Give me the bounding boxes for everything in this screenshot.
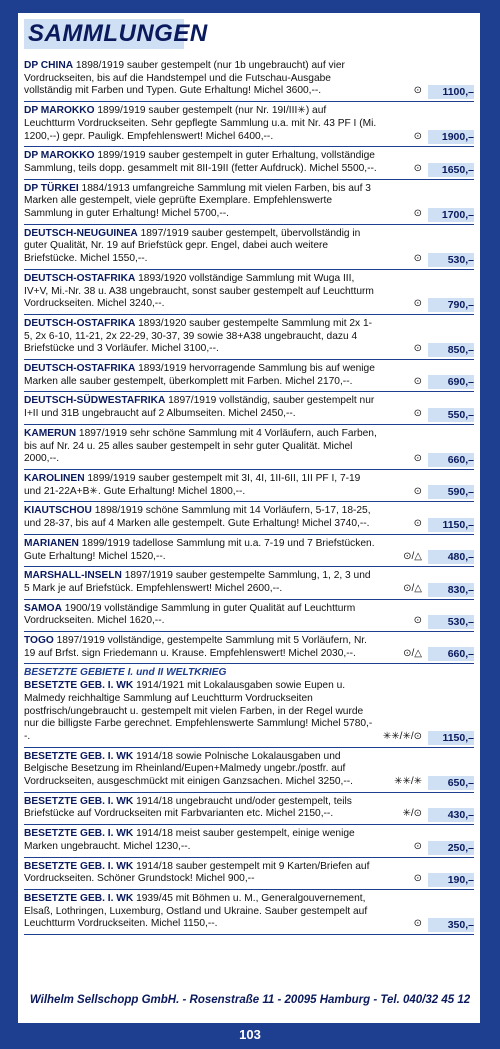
condition-symbol: ✳/⊙ [402, 808, 422, 820]
catalog-entry [24, 858, 474, 890]
entry-text: 1893/1920 sauber gestempelte Sammlung mit 2x 1-5, 2x 6-10, 11-21, 2x 22-29, 30-37, 39 sowie 38+A38 ungebraucht, dazu 4 Briefstücke und 3 Vorläufer. Michel 3100,--. [24, 317, 373, 355]
entry-name: BESETZTE GEB. I. WK [24, 795, 134, 807]
price-tag: 1700,– [428, 208, 474, 222]
entry-name: BESETZTE GEB. I. WK [24, 860, 134, 872]
entry-text: 1914/18 sauber gestempelt mit 9 Karten/Briefen auf Vordruckseiten. Schöner Grundstock! Michel 900,-- [24, 860, 370, 885]
price-tag: 190,– [428, 873, 474, 887]
catalog-entry [24, 425, 474, 470]
entry-description [24, 861, 378, 886]
section-heading: BESETZTE GEBIETE I. und II WELTKRIEG [24, 667, 227, 679]
page-number: 103 [239, 1027, 261, 1042]
entry-text: 1899/1919 sauber gestempelt (nur Nr. 19I/III✳) auf Leuchtturm Vordruckseiten. Sehr gepflegte Sammlung u.a. mit Nr. 43 PF I (Mi. 1200,--) gepr. Pauligk. Empfehlenswert! Michel 6400,--. [24, 105, 377, 142]
price-tag: 830,– [428, 583, 474, 597]
entry-description [24, 893, 378, 931]
entry-description [24, 828, 378, 853]
entry-description [24, 751, 378, 789]
entry-name: DP MAROKKO [24, 105, 95, 117]
price-tag: 1900,– [428, 130, 474, 144]
entry-text: 1898/1919 schöne Sammlung mit 14 Vorläufern, 5-17, 18-25, und 28-37, bis auf 4 Marken alle gestempelt. Gute Erhaltung! Michel 3740,--. [24, 505, 371, 530]
catalog-entry [24, 793, 474, 825]
condition-symbol: ✳✳/✳/⊙ [382, 730, 422, 742]
price-tag: 550,– [428, 408, 474, 422]
catalog-entry [24, 225, 474, 270]
entry-name: BESETZTE GEB. I. WK [24, 680, 134, 692]
entry-text: 1914/18 sowie Polnische Lokalausgaben und Belgische Besetzung im Rheinland/Eupen+Malmedy ungebr./postfr. auf Vordruckseiten, ausgeschmückt mit einigen Ganzsachen. Michel 3250,--. [24, 750, 353, 788]
entry-name: BESETZTE GEB. I. WK [24, 750, 134, 762]
condition-symbol: ⊙ [413, 615, 422, 627]
entry-description [24, 105, 378, 143]
price-tag: 850,– [428, 343, 474, 357]
condition-symbol: ⊙ [413, 453, 422, 465]
entry-text: 1939/45 mit Böhmen u. M., Generalgouvernement, Elsaß, Lothringen, Luxemburg, Ostland und Ukraine. Sauber gestempelt auf Leuchtturm Vordruckseiten. Michel 1150,--. [24, 892, 368, 930]
catalog-entry [24, 632, 474, 664]
header-box [24, 19, 208, 49]
price-tag: 430,– [428, 808, 474, 822]
entry-text: 1898/1919 sauber gestempelt (nur 1b ungebraucht) auf vier Vordruckseiten, bis auf die Handstempel und die Futschau-Ausgabe vollständig mit Farben und Typen. Gute Erhaltung! Michel 3600,--. [24, 60, 345, 97]
price-tag: 480,– [428, 550, 474, 564]
price-tag: 690,– [428, 375, 474, 389]
catalog-entry [24, 748, 474, 793]
entry-name: BESETZTE GEB. I. WK [24, 892, 134, 904]
catalog-entry [24, 392, 474, 424]
entry-name: BESETZTE GEB. I. WK [24, 828, 134, 840]
entry-name: KAROLINEN [24, 472, 85, 484]
condition-symbol: ⊙ [413, 343, 422, 355]
entry-text: 1897/1919 vollständige, gestempelte Sammlung mit 5 Vorläufern, Nr. 19 auf Brfst. sign Friedemann u. Krause. Empfehlenswert! Michel 2030,--. [24, 635, 367, 659]
entry-text: 1897/1919 sehr schöne Sammlung mit 4 Vorläufern, auch Farben, bis auf Nr. 24 u. 25 alles sauber gestempelt in sehr guter Qualität. Michel 2000,--. [24, 427, 377, 465]
entry-text: 1897/1919 vollständig, sauber gestempelt nur I+II und 31B ungebraucht auf 2 Albumseiten. Michel 2450,--. [24, 395, 375, 420]
entry-text: 1897/1919 sauber gestempelte Sammlung, 1, 2, 3 und 5 Mark je auf Briefstück. Empfehlenswert! Michel 2600,--. [24, 570, 371, 594]
entry-name: DP CHINA [24, 60, 74, 71]
price-tag: 650,– [428, 776, 474, 790]
entry-name: KAMERUN [24, 427, 77, 439]
price-tag: 1650,– [428, 163, 474, 177]
condition-symbol: ⊙ [413, 375, 422, 387]
condition-symbol: ⊙ [413, 298, 422, 310]
price-tag: 660,– [428, 453, 474, 467]
entry-description [24, 635, 378, 660]
entry-name: DEUTSCH-OSTAFRIKA [24, 272, 136, 284]
entry-description [24, 363, 378, 388]
catalog-entry [24, 57, 474, 102]
entry-text: 1900/19 vollständige Sammlung in guter Qualität auf Leuchtturm Vordruckseiten. Michel 1620,--. [24, 602, 356, 627]
entry-name: DEUTSCH-NEUGUINEA [24, 227, 138, 239]
catalog-entry [24, 825, 474, 857]
entry-text: 1899/1919 tadellose Sammlung mit u.a. 7-19 und 7 Briefstücken. Gute Erhaltung! Michel 1520,--. [24, 537, 375, 562]
entry-description [24, 183, 378, 221]
catalog-entry [24, 360, 474, 392]
price-tag: 1150,– [428, 731, 474, 745]
entry-name: DEUTSCH-SÜDWESTAFRIKA [24, 395, 166, 407]
catalog-entry [24, 535, 474, 567]
entry-name: TOGO [24, 635, 54, 647]
catalog-entry [24, 470, 474, 502]
condition-symbol: ✳✳/✳ [394, 776, 422, 788]
price-tag: 790,– [428, 298, 474, 312]
page-title: SAMMLUNGEN [28, 20, 208, 47]
entry-name: DEUTSCH-OSTAFRIKA [24, 363, 136, 375]
price-tag: 1100,– [428, 85, 474, 99]
catalog-entry [24, 315, 474, 360]
entry-description [24, 395, 378, 420]
catalog-entry [24, 567, 474, 599]
catalog-entry [24, 102, 474, 147]
condition-symbol: ⊙ [413, 130, 422, 142]
entry-description [24, 60, 378, 98]
condition-symbol: ⊙ [413, 253, 422, 265]
catalog-page [18, 13, 480, 1023]
entry-text: 1897/1919 sauber gestempelt, übervollständig in guter Qualität, Nr. 19 auf Briefstück gepr. Engel, dabei auch weitere Briefstücke. Michel 1550,--. [24, 227, 361, 265]
condition-symbol: ⊙ [413, 873, 422, 885]
condition-symbol: ⊙/△ [403, 550, 422, 562]
condition-symbol: ⊙ [413, 840, 422, 852]
entry-list [24, 57, 474, 935]
price-tag: 530,– [428, 253, 474, 267]
catalog-entry [24, 270, 474, 315]
entry-name: DP TÜRKEI [24, 182, 79, 194]
entry-description [24, 318, 378, 356]
entry-name: DEUTSCH-OSTAFRIKA [24, 317, 136, 329]
entry-description [24, 796, 378, 821]
entry-description [24, 603, 378, 628]
entry-description [24, 428, 378, 466]
entry-name: MARIANEN [24, 537, 79, 549]
entry-text: 1914/1921 mit Lokalausgaben sowie Eupen u. Malmedy reichhaltige Sammlung auf Leuchtturm Vordruckseiten postfrisch/ungebraucht u. gestempelt mit vielen Farben, in der Regel wurde nur die billigste Farbe gerechnet. Empfehlenswerte Sammlung! Michel 5780,--. [24, 680, 373, 742]
condition-symbol: ⊙ [413, 162, 422, 174]
condition-symbol: ⊙ [413, 918, 422, 930]
condition-symbol: ⊙/△ [403, 582, 422, 594]
price-tag: 1150,– [428, 518, 474, 532]
entry-description [24, 150, 378, 175]
entry-description [24, 228, 378, 266]
entry-description [24, 273, 378, 311]
catalog-entry [24, 502, 474, 534]
entry-text: 1893/1919 hervorragende Sammlung bis auf wenige Marken alle sauber gestempelt, überkomplett mit Farben. Michel 2170,--. [24, 363, 375, 387]
price-tag: 530,– [428, 615, 474, 629]
entry-description [24, 473, 378, 498]
condition-symbol: ⊙ [413, 208, 422, 220]
entry-name: SAMOA [24, 602, 62, 614]
condition-symbol: ⊙ [413, 518, 422, 530]
entry-description [24, 538, 378, 563]
catalog-entry [24, 890, 474, 935]
entry-text: 1899/1919 sauber gestempelt in guter Erhaltung, vollständige Sammlung, teils dopp. gesammelt mit 8II-19II (fetter Aufdruck). Michel 5500,--. [24, 150, 377, 174]
entry-name: KIAUTSCHOU [24, 505, 92, 517]
entry-text: 1893/1920 vollständige Sammlung mit Wuga III, IV+V, Mi.-Nr. 38 u. A38 ungebraucht, sonst sauber gestempelt auf Leuchtturm Vordruckseiten. Michel 3240,--. [24, 272, 374, 310]
price-tag: 350,– [428, 918, 474, 932]
entry-description [24, 667, 378, 743]
footer-address: Wilhelm Sellschopp GmbH. - Rosenstraße 11 - 20095 Hamburg - Tel. 040/32 45 12 [29, 994, 471, 1006]
catalog-entry [24, 147, 474, 179]
entry-name: MARSHALL-INSELN [24, 570, 122, 582]
condition-symbol: ⊙ [413, 408, 422, 420]
entry-text: 1884/1913 umfangreiche Sammlung mit vielen Farben, bis auf 3 Marken alle gestempelt, viele geprüfte Exemplare. Empfehlenswerte Sammlung in guter Erhaltung! Michel 5700,--. [24, 182, 371, 220]
entry-description [24, 505, 378, 530]
entry-description [24, 570, 378, 595]
condition-symbol: ⊙/△ [403, 647, 422, 659]
catalog-entry [24, 664, 474, 747]
price-tag: 250,– [428, 841, 474, 855]
price-tag: 590,– [428, 485, 474, 499]
entry-text: 1914/18 meist sauber gestempelt, einige wenige Marken ungebraucht. Michel 1230,--. [24, 828, 355, 852]
entry-name: DP MAROKKO [24, 150, 95, 162]
catalog-entry [24, 180, 474, 225]
entry-text: 1914/18 ungebraucht und/oder gestempelt, teils Briefstücke auf Vordruckseiten mit Farbvarianten etc. Michel 2150,--. [24, 795, 352, 820]
catalog-entry [24, 600, 474, 632]
condition-symbol: ⊙ [413, 85, 422, 97]
condition-symbol: ⊙ [413, 485, 422, 497]
price-tag: 660,– [428, 647, 474, 661]
entry-text: 1899/1919 sauber gestempelt mit 3I, 4I, 1II-6II, 1II PF I, 7-19 und 21-22A+B✳. Gute Erhaltung! Michel 1800,--. [24, 472, 361, 497]
